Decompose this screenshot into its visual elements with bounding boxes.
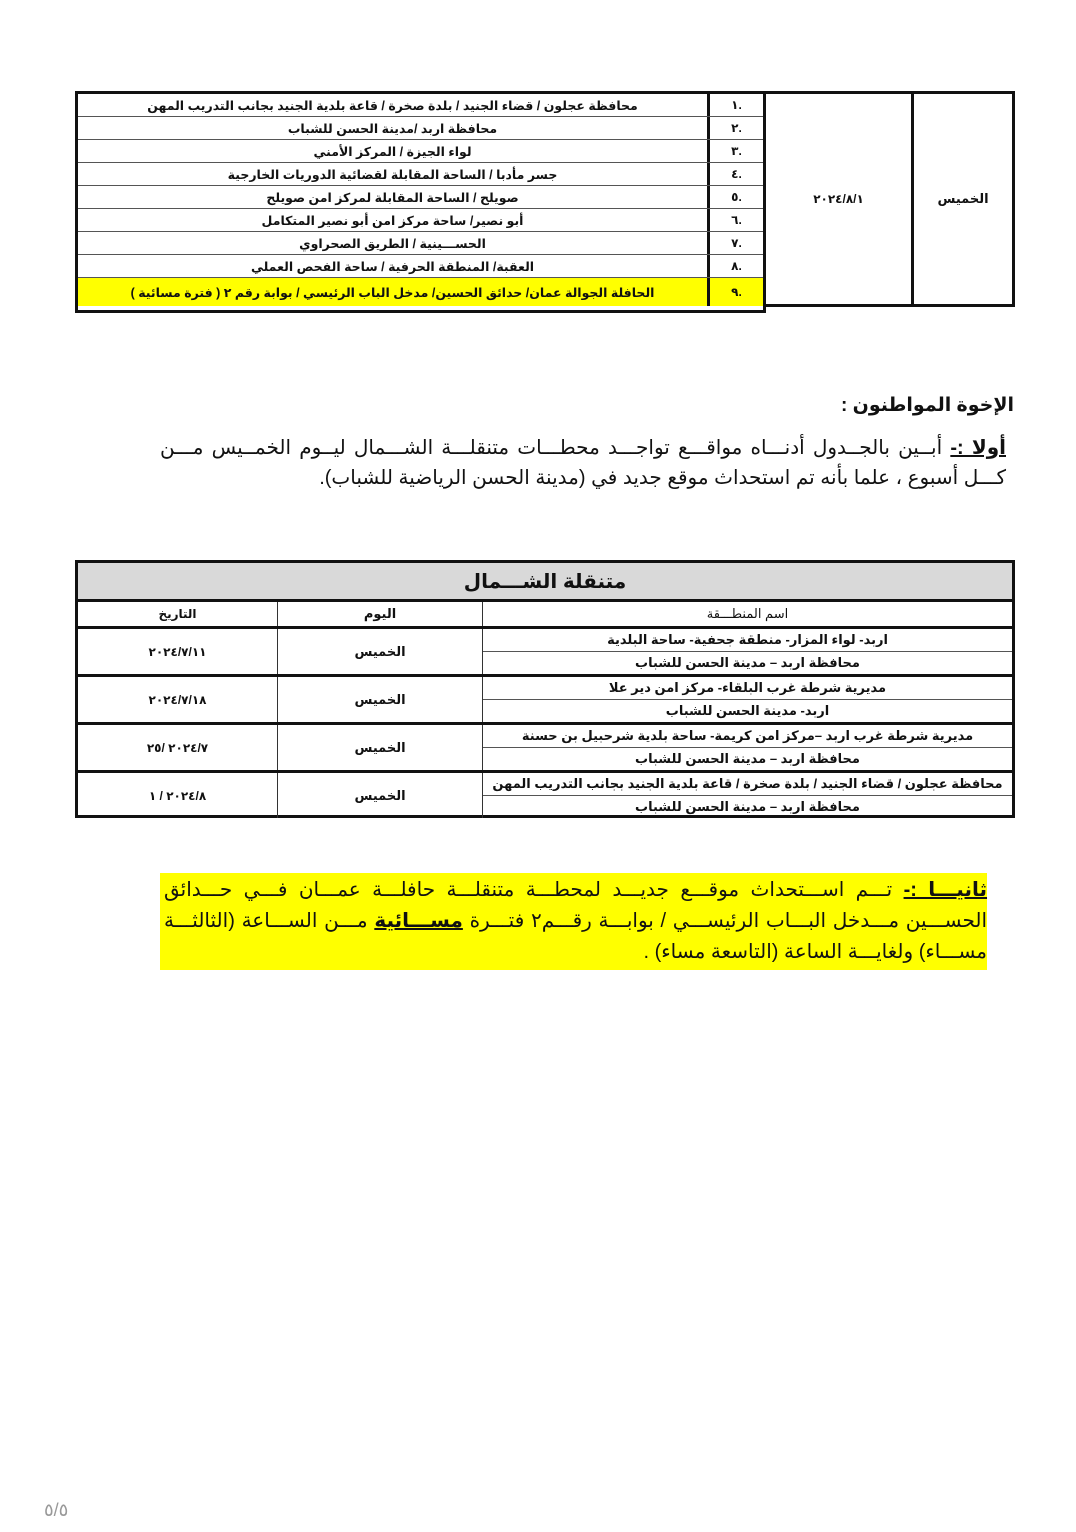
date-cell: ٢٠٢٤/٧ /٢٥ [146,740,209,755]
paragraph-lead: ثانيـــا :- [903,879,988,901]
date-cell: ٢٠٢٤/٧/١٨ [148,692,207,707]
day-cell: الخميس [277,629,482,674]
row-number: .٧ [707,232,763,254]
day-cell: الخميس [277,725,482,770]
area-name: محافظة اربد – مدينة الحسن للشباب [635,654,860,670]
area-name: اربد- لواء المزار- منطقة جحفية- ساحة البلدية [483,629,1012,652]
table-row [78,677,1012,725]
table-row [78,186,763,209]
date-cell: ٢٠٢٤/٧/١١ [148,644,207,659]
area-name: مديرية شرطة غرب اربد –مركز امن كريمة- ساحة بلدية شرحبيل بن حسنة [483,725,1012,748]
page-number: ٥/٥ [44,1500,69,1520]
area-name: محافظة اربد – مدينة الحسن للشباب [635,750,860,766]
row-location: الحســـينية / الطريق الصحراوي [299,236,486,251]
table-row [78,140,763,163]
header-area: اسم المنطـــقة [482,602,1012,626]
north-region-table [75,560,1015,818]
table-row-highlighted [78,278,763,306]
row-location: الحافلة الجوالة عمان/ حدائق الحسين/ مدخل الباب الرئيسي / بوابة رقم ٢ ( فترة مسائية ) [78,278,707,306]
row-number: .٦ [707,209,763,231]
row-number: .٥ [707,186,763,208]
table1-day-cell: الخميس [911,91,1015,307]
row-number: .٣ [707,140,763,162]
table-row [78,255,763,278]
table-row [78,209,763,232]
header-date: التاريخ [158,607,197,621]
table-row [78,725,1012,773]
table-title: متنقلة الشـــمال [78,563,1012,602]
paragraph-first [160,433,1006,493]
table-row [78,117,763,140]
paragraph-lead: أولا :- [950,437,1006,459]
area-cell [482,629,1012,674]
area-name: اربد- مدينة الحسن للشباب [665,702,830,718]
table-row [78,629,1012,677]
table1-location-list [75,91,766,313]
table-row [78,232,763,255]
paragraph-text: تـــم اســـتحداث موقـــع جديـــد لمحطـــة متنقلـــة حافلـــة عمـــان فـــي حـــدائق الحســـين مـــدخل البـــاب الرئيســـي / بوابـــة رقـــم٢ فتـــرة [164,879,987,932]
table-row [78,163,763,186]
table-row [78,94,763,117]
row-location: جسر مأدبا / الساحة المقابلة لقضائية الدوريات الخارجية [227,167,558,182]
row-location: صويلح / الساحة المقابلة لمركز امن صويلح [266,190,519,205]
row-location: العقبة/ المنطقة الحرفية / ساحة الفحص العملي [250,259,535,274]
area-name: محافظة عجلون / قضاء الجنيد / بلدة صخرة / قاعة بلدية الجنيد بجانب التدريب المهن [483,773,1012,796]
table1-date-cell: ٢٠٢٤/٨/١ [766,91,911,307]
row-number: .٩ [707,278,763,306]
area-cell [482,773,1012,818]
table-header-row [78,602,1012,629]
date-cell: ٢٠٢٤/٨ / ١ [148,788,207,803]
area-cell [482,677,1012,722]
paragraph-emphasis: مســـائية [374,910,463,932]
paragraph-text: مـــن الســـاعة (الثالثـــة مســـاء) ولغايـــة الساعة (التاسعة مساء) . [164,910,987,963]
locations-table [75,91,1015,311]
day-cell: الخميس [277,677,482,722]
row-number: .١ [707,94,763,116]
paragraph-text: أبــين بالجــدول أدنـــاه مواقـــع تواجـــد محطـــات متنقلـــة الشـــمال ليــوم الخمــيس مـــن كـــل أسبوع ، علما بأنه تم استحداث موقع جديد في (مدينة الحسن الرياضية للشباب). [160,437,1006,489]
greeting-heading: الإخوة المواطنون : [841,395,1014,416]
row-number: .٤ [707,163,763,185]
table-row [78,773,1012,818]
paragraph-second-highlighted [160,873,987,970]
area-cell [482,725,1012,770]
row-location: أبو نصير/ ساحة مركز امن أبو نصير المتكامل [261,213,524,228]
row-location: محافظة عجلون / قضاء الجنيد / بلدة صخرة / قاعة بلدية الجنيد بجانب التدريب المهن [147,98,638,113]
row-location: محافظة اربد /مدينة الحسن للشباب [287,121,498,136]
area-name: محافظة اربد – مدينة الحسن للشباب [635,798,860,814]
row-location: لواء الجيزة / المركز الأمني [313,144,472,159]
row-number: .٢ [707,117,763,139]
day-cell: الخميس [277,773,482,818]
header-day: اليوم [277,602,482,626]
area-name: مديرية شرطة غرب البلقاء- مركز امن دير علا [483,677,1012,700]
row-number: .٨ [707,255,763,277]
